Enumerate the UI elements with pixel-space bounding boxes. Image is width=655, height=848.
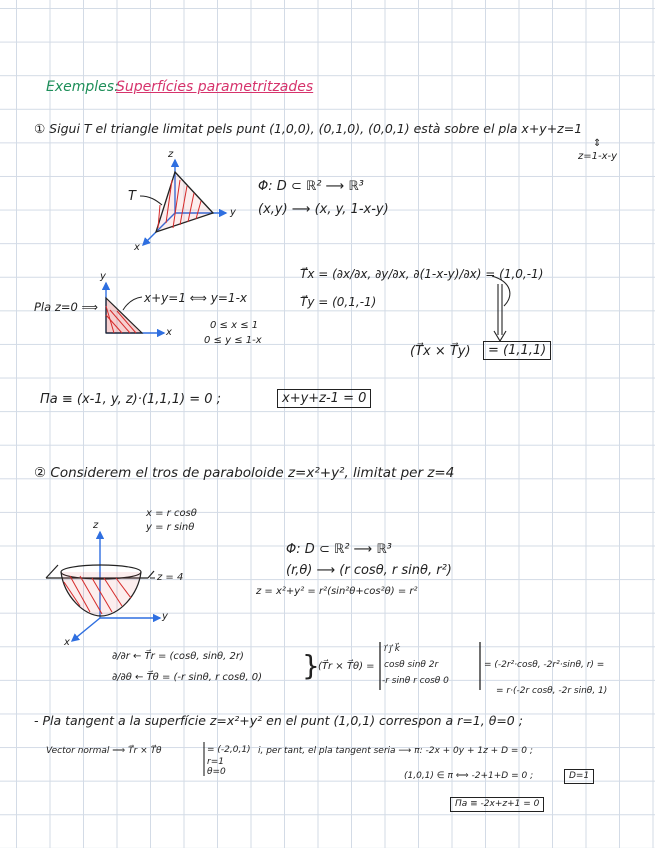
ex2-z-eq: z = x²+y² = r²(sin²θ+cos²θ) = r² xyxy=(256,586,418,597)
ex2-phi: Φ: D ⊂ ℝ² ⟶ ℝ³ xyxy=(286,542,392,557)
ex1-region-x-label: x xyxy=(166,327,172,338)
ex1-tx: T⃗x = (∂x/∂x, ∂y/∂x, ∂(1-x-y)/∂x) = (1,0,-1) xyxy=(300,267,544,281)
ex1-plane-eq: Πa ≡ (x-1, y, z)·(1,1,1) = 0 ; xyxy=(40,392,222,407)
ex1-fig-label-x: x xyxy=(134,242,140,253)
ex1-cross: (T⃗x × T⃗y) xyxy=(410,344,471,359)
section-title: Superfícies parametritzades xyxy=(116,79,314,95)
ex1-fig-label-y: y xyxy=(230,207,236,218)
ex1-region-y-label: y xyxy=(100,271,106,282)
ex2-cross-res1: = (-2r²·cosθ, -2r²·sinθ, r) = xyxy=(484,660,605,670)
ex2-fig-label-x: x xyxy=(64,637,70,648)
ex2-cross-res2: = r·(-2r cosθ, -2r sinθ, 1) xyxy=(496,686,608,696)
examples-label: Exemples: xyxy=(46,79,119,95)
ex1-line-eq: x+y=1 ⟺ y=1-x xyxy=(144,291,248,305)
ex2-normal-cond-t: θ=0 xyxy=(207,767,226,777)
ex1-cross-result: = (1,1,1) xyxy=(483,341,551,360)
ex1-fig-label-z: z xyxy=(168,149,174,160)
ex2-d-result: D=1 xyxy=(564,769,594,784)
ex1-phi-map: (x,y) ⟶ (x, y, 1-x-y) xyxy=(258,202,389,217)
ex1-phi: Φ: D ⊂ ℝ² ⟶ ℝ³ xyxy=(258,179,364,194)
ex1-pla-z0: Pla z=0 ⟹ xyxy=(34,300,98,314)
ex2-statement: ② Considerem el tros de paraboloide z=x²+y², limitat per z=4 xyxy=(34,465,455,481)
ex2-det-row2: cosθ sinθ 2r xyxy=(384,660,439,670)
ex2-normal-tail: i, per tant, el pla tangent seria ⟶ π: -2x + 0y + 1z + D = 0 ; xyxy=(258,746,533,756)
ex1-fig-label-T: T xyxy=(128,189,136,204)
ex1-ineq1: 0 ≤ x ≤ 1 xyxy=(210,320,259,331)
ex2-cross-lhs: (T⃗r × T⃗θ) = xyxy=(318,661,375,672)
ex2-fig-label-z: z xyxy=(93,520,99,531)
ex1-plane-result: x+y+z-1 = 0 xyxy=(277,389,371,408)
ex2-final-plane: Πa ≡ -2x+z+1 = 0 xyxy=(450,797,544,812)
ex2-fig-label-z4: z = 4 xyxy=(157,572,184,583)
ex2-normal-label: Vector normal ⟹ T⃗r × T⃗θ xyxy=(46,746,162,756)
ex2-tr: ∂/∂r ← T⃗r = (cosθ, sinθ, 2r) xyxy=(112,651,244,662)
ex2-tangent-stmt: - Pla tangent a la superfície z=x²+y² en el punt (1,0,1) correspon a r=1, θ=0 ; xyxy=(34,713,523,728)
ex2-point-check: (1,0,1) ∈ π ⟺ -2+1+D = 0 ; xyxy=(404,771,534,781)
ex1-ineq2: 0 ≤ y ≤ 1-x xyxy=(204,335,262,346)
ex2-phi-map: (r,θ) ⟶ (r cosθ, r sinθ, r²) xyxy=(286,563,452,578)
ex2-x-param: x = r cosθ xyxy=(146,508,197,519)
ex2-y-param: y = r sinθ xyxy=(146,522,195,533)
ex2-normal-cond-r: r=1 xyxy=(207,757,224,767)
ex2-ttheta: ∂/∂θ ← T⃗θ = (-r sinθ, r cosθ, 0) xyxy=(112,672,262,683)
ex2-fig-label-y: y xyxy=(162,611,168,622)
ex2-det-row3: -r sinθ r cosθ 0 xyxy=(382,676,449,686)
ex1-z-solve: z=1-x-y xyxy=(578,151,618,162)
ex1-ty: T⃗y = (0,1,-1) xyxy=(300,295,377,309)
ex1-z-solve-arrow: ⇕ xyxy=(593,138,602,149)
ex2-det-row1: i⃗ j⃗ k⃗ xyxy=(384,644,400,654)
ex2-brace: } xyxy=(302,649,320,682)
ex1-statement: ① Sigui T el triangle limitat pels punt (1,0,0), (0,1,0), (0,0,1) està sobre el pla x+y+z=1 xyxy=(34,121,583,136)
ex2-normal-value: = (-2,0,1) xyxy=(207,745,251,755)
